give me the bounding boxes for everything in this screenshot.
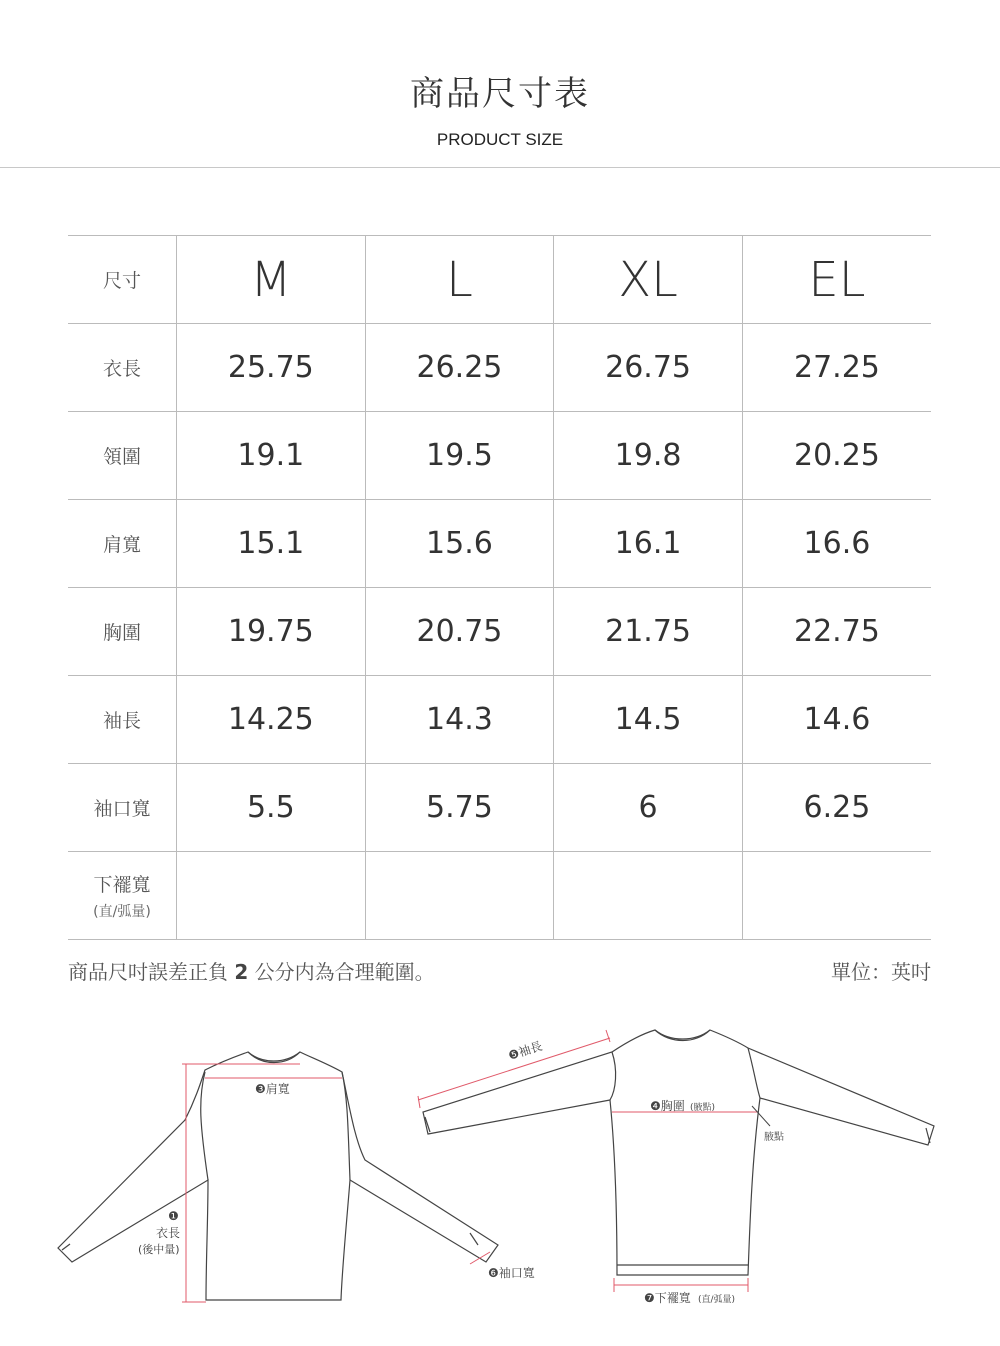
page-title: 商品尺寸表 bbox=[410, 74, 590, 114]
row-label-length: 衣長 bbox=[68, 324, 177, 412]
note-number: 2 bbox=[234, 960, 249, 984]
row-label-chest: 胸圍 bbox=[68, 588, 177, 676]
table-row bbox=[68, 500, 931, 588]
cell-value bbox=[177, 852, 366, 940]
table-row bbox=[68, 852, 931, 940]
size-header-row bbox=[68, 236, 931, 324]
note-before: 商品尺吋誤差正負 bbox=[68, 960, 235, 984]
cell-value: 16.6 bbox=[742, 500, 931, 588]
cell-value: 20.75 bbox=[365, 588, 554, 676]
row-label-cuff: 袖口寬 bbox=[68, 764, 177, 852]
cell-value: 25.75 bbox=[177, 324, 366, 412]
side-measure-lines bbox=[418, 1030, 758, 1292]
chest-measure-sub: (腋點) bbox=[690, 1103, 716, 1113]
cell-value: 21.75 bbox=[554, 588, 743, 676]
cell-value: 5.5 bbox=[177, 764, 366, 852]
size-xl: XL bbox=[554, 236, 743, 324]
armpit-pointer bbox=[752, 1106, 770, 1126]
cell-value: 26.75 bbox=[554, 324, 743, 412]
length-measure-number: ❶ bbox=[168, 1209, 179, 1223]
cell-value: 22.75 bbox=[742, 588, 931, 676]
cell-value: 6 bbox=[554, 764, 743, 852]
cell-value: 5.75 bbox=[365, 764, 554, 852]
size-table bbox=[68, 235, 931, 940]
table-row bbox=[68, 412, 931, 500]
measurement-diagram bbox=[0, 1000, 1000, 1330]
row-label-shoulder: 肩寬 bbox=[68, 500, 177, 588]
hem-sublabel: (直/弧量) bbox=[93, 904, 151, 920]
note-after: 公分内為合理範圍。 bbox=[248, 960, 435, 984]
corner-label: 尺寸 bbox=[68, 236, 177, 324]
sleeve-measure-label: ❺袖長 bbox=[506, 1038, 544, 1063]
cell-value: 14.25 bbox=[177, 676, 366, 764]
size-el: EL bbox=[742, 236, 931, 324]
header-divider bbox=[0, 167, 1000, 168]
cell-value: 27.25 bbox=[742, 324, 931, 412]
row-label-hem bbox=[68, 852, 177, 940]
shoulder-measure-label: ❸肩寬 bbox=[255, 1082, 290, 1096]
table-row bbox=[68, 764, 931, 852]
unit-label: 單位：英吋 bbox=[831, 960, 931, 984]
cell-value: 16.1 bbox=[554, 500, 743, 588]
length-measure-sub: (後中量) bbox=[138, 1243, 180, 1256]
hem-label: 下襬寬 bbox=[93, 874, 151, 896]
cuff-measure-label: ❻袖口寬 bbox=[488, 1266, 535, 1280]
chest-measure-label: ❹胸圍 bbox=[650, 1099, 685, 1113]
armpit-label: 腋點 bbox=[764, 1132, 784, 1143]
cell-value: 26.25 bbox=[365, 324, 554, 412]
page-subtitle: PRODUCT SIZE bbox=[436, 130, 564, 149]
cell-value bbox=[554, 852, 743, 940]
tolerance-note bbox=[68, 956, 435, 985]
cell-value: 14.6 bbox=[742, 676, 931, 764]
cell-value: 19.1 bbox=[177, 412, 366, 500]
cell-value: 20.25 bbox=[742, 412, 931, 500]
cell-value: 6.25 bbox=[742, 764, 931, 852]
cell-value: 19.75 bbox=[177, 588, 366, 676]
cell-value: 19.8 bbox=[554, 412, 743, 500]
size-l: L bbox=[365, 236, 554, 324]
cell-value: 14.5 bbox=[554, 676, 743, 764]
table-row bbox=[68, 676, 931, 764]
table-row bbox=[68, 588, 931, 676]
row-label-neck: 領圍 bbox=[68, 412, 177, 500]
cell-value bbox=[742, 852, 931, 940]
row-label-sleeve: 袖長 bbox=[68, 676, 177, 764]
table-row bbox=[68, 324, 931, 412]
cell-value: 15.6 bbox=[365, 500, 554, 588]
hem-measure-label: ❼下襬寬 bbox=[644, 1291, 691, 1305]
cell-value bbox=[365, 852, 554, 940]
cell-value: 19.5 bbox=[365, 412, 554, 500]
cell-value: 15.1 bbox=[177, 500, 366, 588]
length-measure-label: 衣長 bbox=[156, 1226, 181, 1240]
size-m: M bbox=[177, 236, 366, 324]
hem-measure-sub: (直/弧量) bbox=[698, 1295, 736, 1305]
front-measure-lines bbox=[182, 1064, 490, 1302]
cell-value: 14.3 bbox=[365, 676, 554, 764]
side-shirt-outline bbox=[423, 1030, 934, 1275]
